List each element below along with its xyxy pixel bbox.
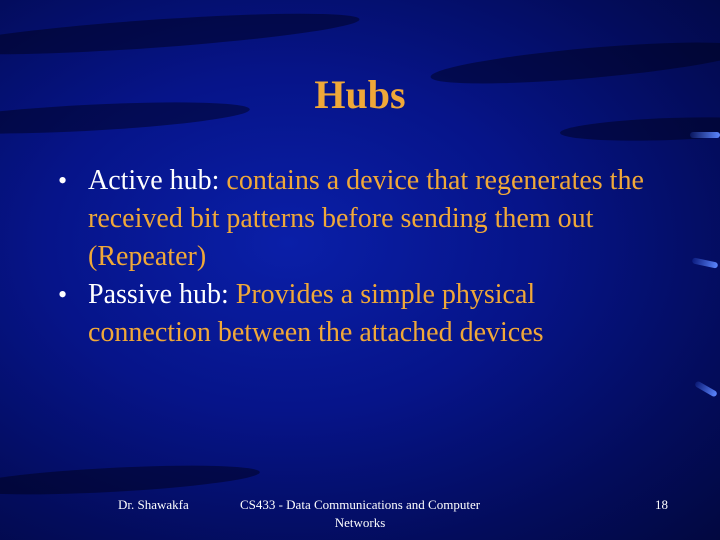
slide-title: Hubs (314, 72, 406, 117)
bullet-item-passive-hub (58, 276, 658, 352)
decorative-dash (694, 380, 718, 397)
decorative-dash (692, 257, 719, 268)
bullet-icon: • (58, 166, 68, 195)
background-streak (0, 460, 260, 500)
bullet-list (58, 162, 658, 352)
background-streak (0, 5, 360, 62)
bullet-text: Provides a simple physical connection between the attached devices (88, 279, 544, 348)
decorative-dash (690, 132, 720, 138)
footer-page-number: 18 (655, 497, 668, 512)
footer-author: Dr. Shawakfa (118, 497, 189, 512)
footer-course: CS433 - Data Communications and Computer Networks (239, 497, 481, 530)
bullet-icon: • (58, 280, 68, 309)
bullet-term: Passive hub: (88, 279, 229, 310)
bullet-item-active-hub (58, 162, 658, 276)
bullet-term: Active hub: (88, 165, 220, 196)
bullet-text: contains a device that regenerates the received bit patterns before sending them out (Repeater) (88, 165, 644, 272)
